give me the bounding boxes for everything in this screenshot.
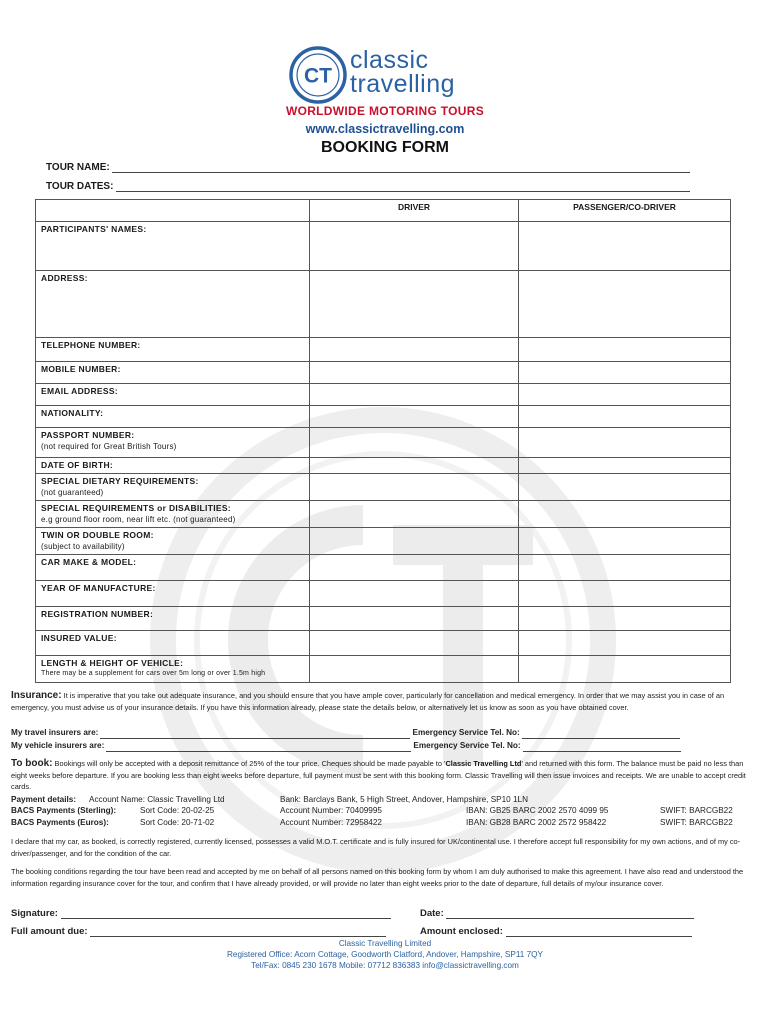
table-row xyxy=(36,222,731,271)
travel-insurer-row xyxy=(11,727,759,739)
passenger-cell[interactable] xyxy=(519,458,731,474)
driver-cell[interactable] xyxy=(310,406,519,428)
passenger-cell[interactable] xyxy=(519,555,731,581)
euros-label: BACS Payments (Euros): xyxy=(11,818,109,827)
table-row xyxy=(36,656,731,683)
payee-name: Classic Travelling Ltd xyxy=(445,759,522,768)
sterling-account: Account Number: 70409995 xyxy=(280,806,382,815)
row-label: EMAIL ADDRESS: xyxy=(36,384,310,406)
passenger-cell[interactable] xyxy=(519,528,731,555)
row-label: LENGTH & HEIGHT OF VEHICLE: There may be a supplement for cars over 5m long or over 1.5m high xyxy=(36,656,310,683)
euros-iban: IBAN: GB28 BARC 2002 2572 958422 xyxy=(466,818,607,827)
row-label: INSURED VALUE: xyxy=(36,631,310,656)
emergency-tel-label: Emergency Service Tel. No: xyxy=(412,728,520,737)
driver-cell[interactable] xyxy=(310,474,519,501)
full-amount-label: Full amount due: xyxy=(11,926,88,937)
travel-insurer-input[interactable] xyxy=(100,730,410,739)
driver-cell[interactable] xyxy=(310,656,519,683)
signature-input[interactable] xyxy=(61,908,391,919)
row-label: NATIONALITY: xyxy=(36,406,310,428)
brand-tagline: WORLDWIDE MOTORING TOURS xyxy=(285,104,485,118)
amount-enclosed-input[interactable] xyxy=(506,926,692,937)
header-passenger: PASSENGER/CO-DRIVER xyxy=(519,200,731,222)
table-row xyxy=(36,528,731,555)
brand-name-line1: classic xyxy=(350,46,429,74)
driver-cell[interactable] xyxy=(310,362,519,384)
row-sublabel: (not required for Great British Tours) xyxy=(41,442,177,451)
footer-company: Classic Travelling Limited xyxy=(338,939,432,948)
page-title: BOOKING FORM xyxy=(321,139,449,156)
passenger-cell[interactable] xyxy=(519,362,731,384)
tour-dates-field[interactable] xyxy=(46,181,690,192)
table-row xyxy=(36,501,731,528)
driver-cell[interactable] xyxy=(310,581,519,607)
driver-cell[interactable] xyxy=(310,338,519,362)
footer-office: Registered Office: Acorn Cottage, Goodworth Clatford, Andover, Hampshire, SP11 7QY xyxy=(227,950,543,959)
footer-contact: Tel/Fax: 0845 230 1678 Mobile: 07712 836383 info@classictravelling.com xyxy=(251,961,519,970)
insurance-heading: Insurance: xyxy=(11,690,62,701)
driver-cell[interactable] xyxy=(310,555,519,581)
row-label: TWIN OR DOUBLE ROOM: (subject to availability) xyxy=(36,528,310,555)
sterling-swift: SWIFT: BARCGB22 xyxy=(660,806,733,815)
insurance-text: It is imperative that you take out adequate insurance, and you should ensure that you have ample cover, particularly for cancellation and medical emergency. In order that we may assist you in case of an emergency, you must advise us of your insurance details. If you have this information already, please state the details below, or alternatively let us know as soon as you have obtained cover. xyxy=(11,691,725,712)
driver-cell[interactable] xyxy=(310,501,519,528)
passenger-cell[interactable] xyxy=(519,501,731,528)
passenger-cell[interactable] xyxy=(519,338,731,362)
brand-name-line2: travelling xyxy=(350,70,456,98)
booking-text-a: Bookings will only be accepted with a deposit remittance of 25% of the tour price. Cheques should be made payable to ' xyxy=(54,759,446,768)
sterling-sort-code: Sort Code: 20-02-25 xyxy=(140,806,215,815)
driver-cell[interactable] xyxy=(310,384,519,406)
sterling-iban: IBAN: GB25 BARC 2002 2570 4099 95 xyxy=(466,806,609,815)
passenger-cell[interactable] xyxy=(519,474,731,501)
website-link[interactable]: www.classictravelling.com xyxy=(305,122,465,136)
declaration-conditions: The booking conditions regarding the tour have been read and accepted by me on behalf of all persons named on this booking form by whom I am duly authorised to make this agreement. I have also read and understood the information regarding insurance cover for the tour, and confirm that I have already provided, or will provide no later than eight weeks prior to the date of departure, full details of my/our insurance cover. xyxy=(11,867,744,888)
passenger-cell[interactable] xyxy=(519,581,731,607)
bank-details: Bank: Barclays Bank, 5 High Street, Andover, Hampshire, SP10 1LN xyxy=(280,795,529,804)
header-driver: DRIVER xyxy=(310,200,519,222)
account-name: Account Name: Classic Travelling Ltd xyxy=(89,795,225,804)
driver-cell[interactable] xyxy=(310,428,519,458)
booking-section xyxy=(11,758,759,793)
passenger-cell[interactable] xyxy=(519,271,731,338)
signature-label: Signature: xyxy=(11,908,58,919)
table-row xyxy=(36,458,731,474)
passenger-cell[interactable] xyxy=(519,656,731,683)
logo-monogram: CT xyxy=(304,64,332,88)
vehicle-emergency-input[interactable] xyxy=(523,743,681,752)
table-row xyxy=(36,271,731,338)
row-sublabel: e.g ground floor room, near lift etc. (not guaranteed) xyxy=(41,515,236,524)
table-row xyxy=(36,362,731,384)
passenger-cell[interactable] xyxy=(519,607,731,631)
row-label: DATE OF BIRTH: xyxy=(36,458,310,474)
euros-swift: SWIFT: BARCGB22 xyxy=(660,818,733,827)
tour-name-field[interactable] xyxy=(46,162,690,173)
passenger-cell[interactable] xyxy=(519,631,731,656)
table-header-row xyxy=(36,200,731,222)
travel-emergency-input[interactable] xyxy=(522,730,680,739)
full-amount-field xyxy=(11,926,386,937)
table-row xyxy=(36,474,731,501)
amount-enclosed-field xyxy=(420,926,692,937)
row-sublabel: (not guaranteed) xyxy=(41,488,104,497)
vehicle-insurer-input[interactable] xyxy=(106,743,411,752)
emergency-tel-label: Emergency Service Tel. No: xyxy=(413,741,521,750)
table-row xyxy=(36,338,731,362)
insurance-section xyxy=(11,690,759,713)
passenger-cell[interactable] xyxy=(519,406,731,428)
brand-logo xyxy=(288,45,488,105)
vehicle-insurer-row xyxy=(11,740,759,752)
row-label: YEAR OF MANUFACTURE: xyxy=(36,581,310,607)
signature-field xyxy=(11,908,391,919)
table-row xyxy=(36,631,731,656)
euros-sort-code: Sort Code: 20-71-02 xyxy=(140,818,215,827)
row-sublabel: There may be a supplement for cars over 5m long or over 1.5m high xyxy=(41,670,266,677)
table-row xyxy=(36,607,731,631)
tour-name-line[interactable] xyxy=(112,162,690,173)
date-field xyxy=(420,908,694,919)
driver-cell[interactable] xyxy=(310,458,519,474)
vehicle-insurer-label: My vehicle insurers are: xyxy=(11,741,105,750)
driver-cell[interactable] xyxy=(310,222,519,271)
driver-cell[interactable] xyxy=(310,528,519,555)
payment-details-label: Payment details: xyxy=(11,795,77,804)
driver-cell[interactable] xyxy=(310,607,519,631)
participants-table xyxy=(35,199,731,683)
tour-dates-label: TOUR DATES: xyxy=(46,181,114,192)
row-label: TELEPHONE NUMBER: xyxy=(36,338,310,362)
amount-enclosed-label: Amount enclosed: xyxy=(420,926,503,937)
travel-insurer-label: My travel insurers are: xyxy=(11,728,99,737)
tour-dates-line[interactable] xyxy=(116,181,690,192)
declaration-car: I declare that my car, as booked, is correctly registered, currently licensed, possesses a valid M.O.T. certificate and is fully insured for UK/continental use. I therefore accept full responsibility for my own actions, and of my co-driver/passenger, and for the condition of the car. xyxy=(11,837,741,858)
passenger-cell[interactable] xyxy=(519,222,731,271)
table-row xyxy=(36,384,731,406)
row-label: MOBILE NUMBER: xyxy=(36,362,310,384)
ct-logo-icon xyxy=(288,45,348,105)
tour-name-label: TOUR NAME: xyxy=(46,162,110,173)
date-input[interactable] xyxy=(446,908,694,919)
sterling-label: BACS Payments (Sterling): xyxy=(11,806,117,815)
row-label: SPECIAL REQUIREMENTS or DISABILITIES: e.g ground floor room, near lift etc. (not guaranteed) xyxy=(36,501,310,528)
row-sublabel: (subject to availability) xyxy=(41,542,125,551)
row-label: PASSPORT NUMBER: (not required for Great British Tours) xyxy=(36,428,310,458)
row-label: SPECIAL DIETARY REQUIREMENTS: (not guaranteed) xyxy=(36,474,310,501)
row-label: CAR MAKE & MODEL: xyxy=(36,555,310,581)
row-label: REGISTRATION NUMBER: xyxy=(36,607,310,631)
passenger-cell[interactable] xyxy=(519,428,731,458)
date-label: Date: xyxy=(420,908,444,919)
table-row xyxy=(36,581,731,607)
full-amount-input[interactable] xyxy=(90,926,386,937)
euros-account: Account Number: 72958422 xyxy=(280,818,382,827)
passenger-cell[interactable] xyxy=(519,384,731,406)
driver-cell[interactable] xyxy=(310,631,519,656)
row-label: PARTICIPANTS' NAMES: xyxy=(36,222,310,271)
driver-cell[interactable] xyxy=(310,271,519,338)
row-label: ADDRESS: xyxy=(36,271,310,338)
table-row xyxy=(36,428,731,458)
booking-text-b: ' and returned with this form. The balance must be paid no less than eight weeks before departure. If you are booking less than eight weeks before departure, full payment must be sent with this booking form. Classic Travelling will then issue invoices and receipts. We are unable to accept credit cards. xyxy=(11,759,746,791)
table-header-blank xyxy=(36,200,310,222)
table-row xyxy=(36,406,731,428)
booking-heading: To book: xyxy=(11,758,53,769)
table-row xyxy=(36,555,731,581)
